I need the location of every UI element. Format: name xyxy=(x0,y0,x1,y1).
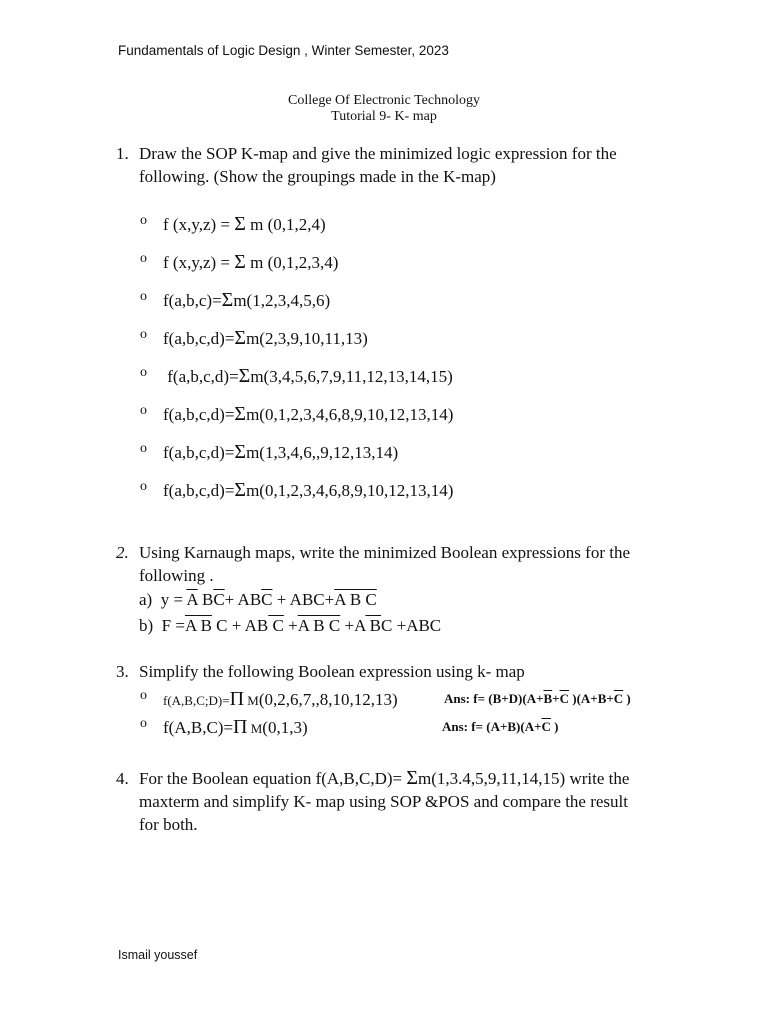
question-number: 3. xyxy=(116,662,129,681)
item-lhs: f(a,b,c,d)= xyxy=(163,367,239,386)
expr-text: + xyxy=(283,616,298,635)
sigma-symbol: Σ xyxy=(234,327,247,349)
expr-text: +A xyxy=(340,616,366,635)
question-text: For the Boolean equation f(A,B,C,D)= xyxy=(139,769,407,788)
question-text: m(1,3.4,5,9,11,14,15) write the maxterm and simplify K- map using SOP &POS and compare the result for both. xyxy=(139,769,630,834)
item-rhs: m(3,4,5,6,7,9,11,12,13,14,15) xyxy=(250,367,453,386)
question-text: Draw the SOP K-map and give the minimized logic expression for the following. (Show the groupings made in the K-map) xyxy=(139,144,617,186)
item-m: M xyxy=(247,721,263,736)
pi-symbol: Π xyxy=(233,716,248,738)
expr-text: $\overline{A}$ xyxy=(184,616,197,635)
item-rhs: m(0,1,2,3,4,6,8,9,10,12,13,14) xyxy=(246,481,454,500)
expr-text: B xyxy=(345,590,362,609)
bullet: o xyxy=(140,213,147,228)
item-lhs: f(a,b,c)= xyxy=(163,291,222,310)
expr-text: y = xyxy=(160,590,184,609)
q3-answer-1 xyxy=(444,691,631,707)
footer-author: Ismail youssef xyxy=(118,948,198,962)
item-lhs: f(a,b,c,d)= xyxy=(163,443,235,462)
expr-text: $\overline{C}$ xyxy=(261,590,273,609)
part-label: b) xyxy=(139,616,154,635)
sigma-symbol: Σ xyxy=(234,479,247,501)
expr-text: $\overline{A}$ xyxy=(297,616,310,635)
bullet: o xyxy=(140,441,147,456)
expr-text: C + AB xyxy=(211,616,269,635)
answer-text: $\overline{B}$ xyxy=(543,691,553,706)
item-lhs: f(a,b,c,d)= xyxy=(163,405,235,424)
item-rhs: m(2,3,9,10,11,13) xyxy=(246,329,368,348)
question-number: 2. xyxy=(116,543,129,562)
answer-text: ) xyxy=(550,719,559,734)
bullet: o xyxy=(140,479,147,494)
tutorial-title: Tutorial 9- K- map xyxy=(331,109,437,124)
question-text: Using Karnaugh maps, write the minimized Boolean expressions for the following . xyxy=(139,543,630,585)
item-rhs: (0,2,6,7,,8,10,12,13) xyxy=(258,690,398,709)
expr-text: + ABC+ xyxy=(272,590,335,609)
pi-symbol: Π xyxy=(229,688,245,710)
sigma-symbol: Σ xyxy=(221,289,234,311)
bullet: o xyxy=(140,289,147,304)
expr-text: F = xyxy=(161,616,185,635)
item-rhs: m(1,3,4,6,,9,12,13,14) xyxy=(246,443,399,462)
expr-text: C +ABC xyxy=(381,616,442,635)
expr-text: B xyxy=(309,616,325,635)
answer-text: $\overline{C}$ xyxy=(613,691,624,706)
bullet: o xyxy=(140,716,147,731)
answer-text: Ans: f= (A+B)(A+ xyxy=(442,719,542,734)
bullet: o xyxy=(140,688,147,703)
item-rhs: m(1,2,3,4,5,6) xyxy=(233,291,331,310)
sigma-symbol: Σ xyxy=(406,767,419,789)
question-number: 1. xyxy=(116,144,129,163)
sigma-symbol: Σ xyxy=(234,441,247,463)
sigma-symbol: Σ xyxy=(234,213,246,235)
item-rhs: m(0,1,2,3,4,6,8,9,10,12,13,14) xyxy=(246,405,454,424)
expr-text: C xyxy=(268,616,284,635)
expr-text: $\overline{A}$ xyxy=(186,590,198,609)
expr-text: C xyxy=(324,616,341,635)
bullet: o xyxy=(140,403,147,418)
expr-text: C xyxy=(361,590,377,609)
expr-text: B xyxy=(365,616,382,635)
item-lhs: f(A,B,C)= xyxy=(163,718,234,737)
answer-text: )(A+B+ xyxy=(568,691,614,706)
course-header: Fundamentals of Logic Design , Winter Semester, 2023 xyxy=(118,43,449,58)
answer-text: Ans: f= (B+D)(A+ xyxy=(444,691,544,706)
bullet: o xyxy=(140,327,147,342)
answer-text: ) xyxy=(623,691,631,706)
item-lhs: f(a,b,c,d)= xyxy=(163,481,235,500)
q2-part-a xyxy=(139,590,377,610)
question-number: 4. xyxy=(116,769,129,788)
college-title: College Of Electronic Technology xyxy=(288,93,480,108)
sigma-symbol: Σ xyxy=(238,365,251,387)
expr-text: $\overline{A}$ xyxy=(334,590,346,609)
answer-text: + xyxy=(552,691,560,706)
expr-text: B xyxy=(196,616,212,635)
sigma-symbol: Σ xyxy=(234,251,246,273)
item-rhs: (0,1,3) xyxy=(262,718,308,737)
bullet: o xyxy=(140,251,147,266)
answer-text: $\overline{C}$ xyxy=(559,691,569,706)
item-rhs: m (0,1,2,4) xyxy=(245,215,326,234)
item-lhs: f (x,y,z) = xyxy=(163,253,235,272)
answer-text: $\overline{C}$ xyxy=(541,719,551,734)
expr-text: $\overline{C}$ xyxy=(213,590,225,609)
q2-part-b xyxy=(139,616,441,636)
sigma-symbol: Σ xyxy=(234,403,247,425)
item-lhs: f(a,b,c,d)= xyxy=(163,329,235,348)
part-label: a) xyxy=(139,590,153,609)
expr-text: B xyxy=(197,590,214,609)
item-m: M xyxy=(244,693,259,708)
item-lhs: f(A,B,C;D)= xyxy=(163,693,230,708)
q3-answer-2 xyxy=(442,719,558,735)
item-rhs: m (0,1,2,3,4) xyxy=(245,253,339,272)
bullet: o xyxy=(140,365,147,380)
item-lhs: f (x,y,z) = xyxy=(163,215,235,234)
expr-text: + AB xyxy=(224,590,262,609)
question-text: Simplify the following Boolean expression using k- map xyxy=(139,662,525,681)
